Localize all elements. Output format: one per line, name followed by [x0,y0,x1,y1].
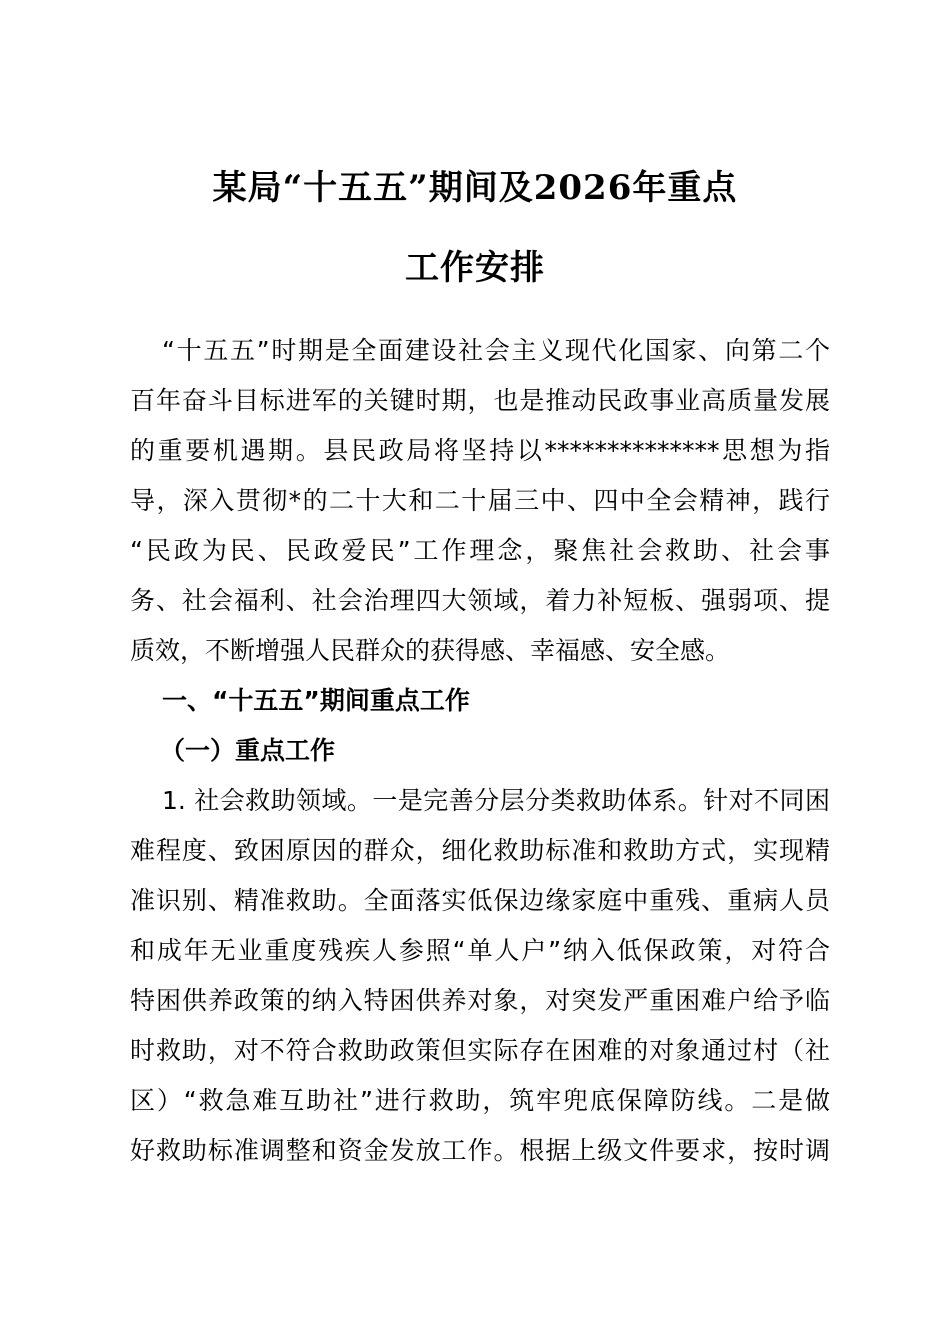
intro-line: 务、社会福利、社会治理四大领域，着力补短板、强弱项、提 [130,586,830,615]
document-title-line-1: 某局“十五五”期间及2026年重点 [212,168,738,208]
intro-line: 导，深入贯彻*的二十大和二十届三中、四中全会精神，践行 [130,486,830,515]
item-line: 1. 社会救助领域。一是完善分层分类救助体系。针对不同困 [162,786,830,815]
item-line: 好救助标准调整和资金发放工作。根据上级文件要求，按时调 [130,1136,830,1165]
intro-line: “十五五”时期是全面建设社会主义现代化国家、向第二个 [162,336,830,365]
item-paragraph [130,776,830,1176]
intro-line: 质效，不断增强人民群众的获得感、幸福感、安全感。 [130,636,731,665]
document-title-line-2: 工作安排 [405,248,545,288]
intro-line: 百年奋斗目标进军的关键时期，也是推动民政事业高质量发展 [130,386,830,415]
item-line: 区）“救急难互助社”进行救助，筑牢兜底保障防线。二是做 [130,1086,830,1115]
subsection-heading: （一）重点工作 [160,736,336,765]
item-line: 难程度、致困原因的群众，细化救助标准和救助方式，实现精 [130,836,830,865]
item-line: 时救助，对不符合救助政策但实际存在困难的对象通过村（社 [130,1036,830,1065]
item-line: 准识别、精准救助。全面落实低保边缘家庭中重残、重病人员 [130,886,830,915]
document-body [130,326,830,1176]
item-line: 特困供养政策的纳入特困供养对象，对突发严重困难户给予临 [130,986,830,1015]
item-line: 和成年无业重度残疾人参照“单人户”纳入低保政策，对符合 [130,936,830,965]
section-heading: 一、“十五五”期间重点工作 [162,686,470,715]
intro-paragraph [130,326,830,676]
intro-line: “民政为民、民政爱民”工作理念，聚焦社会救助、社会事 [130,536,830,565]
intro-line: 的重要机遇期。县民政局将坚持以**************思想为指 [130,436,830,465]
